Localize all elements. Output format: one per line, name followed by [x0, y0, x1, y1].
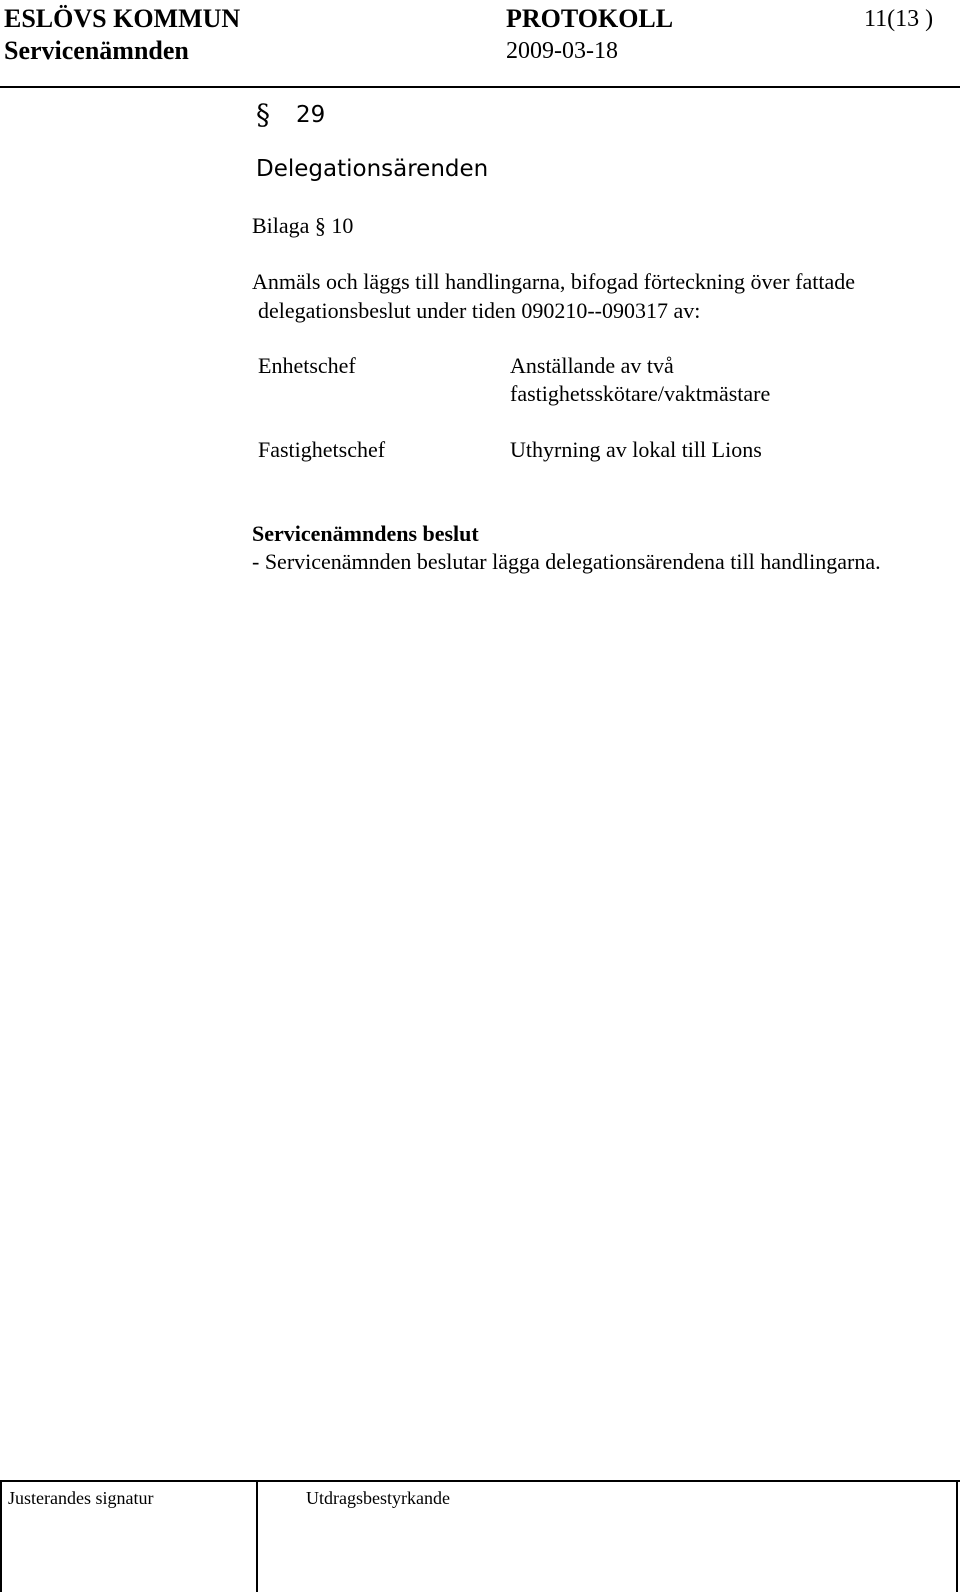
page-number: 11(13 ) — [864, 6, 934, 32]
section-title: Delegationsärenden — [256, 156, 489, 182]
meeting-date: 2009-03-18 — [506, 38, 618, 64]
intro-line-1: Anmäls och läggs till handlingarna, bifogad förteckning över fattade — [252, 269, 855, 294]
decision-heading: Servicenämndens beslut — [252, 521, 479, 546]
section-number-value: 29 — [296, 102, 326, 128]
attachment-reference: Bilaga § 10 — [252, 213, 354, 238]
delegation-decision: Uthyrning av lokal till Lions — [510, 437, 762, 462]
document-type: PROTOKOLL — [506, 4, 674, 33]
extract-certification-label: Utdragsbestyrkande — [306, 1488, 450, 1508]
section-number — [256, 97, 326, 133]
footer-border-left — [0, 1480, 2, 1592]
delegation-decision-continued: fastighetsskötare/vaktmästare — [510, 381, 771, 406]
header-divider — [0, 86, 960, 88]
section-sign-icon: § — [256, 98, 270, 131]
org-name: ESLÖVS KOMMUN — [4, 4, 241, 33]
footer-border-right — [956, 1480, 958, 1592]
footer-cell-divider — [256, 1480, 258, 1592]
decision-text: - Servicenämnden beslutar lägga delegationsärendena till handlingarna. — [252, 549, 881, 574]
intro-line-2: delegationsbeslut under tiden 090210--090317 av: — [258, 298, 701, 323]
footer-divider — [0, 1480, 960, 1482]
committee-name: Servicenämnden — [4, 36, 189, 65]
delegation-role: Enhetschef — [258, 353, 356, 378]
signature-field-label: Justerandes signatur — [8, 1488, 154, 1508]
delegation-role: Fastighetschef — [258, 437, 386, 462]
delegation-decision: Anställande av två — [510, 353, 674, 378]
